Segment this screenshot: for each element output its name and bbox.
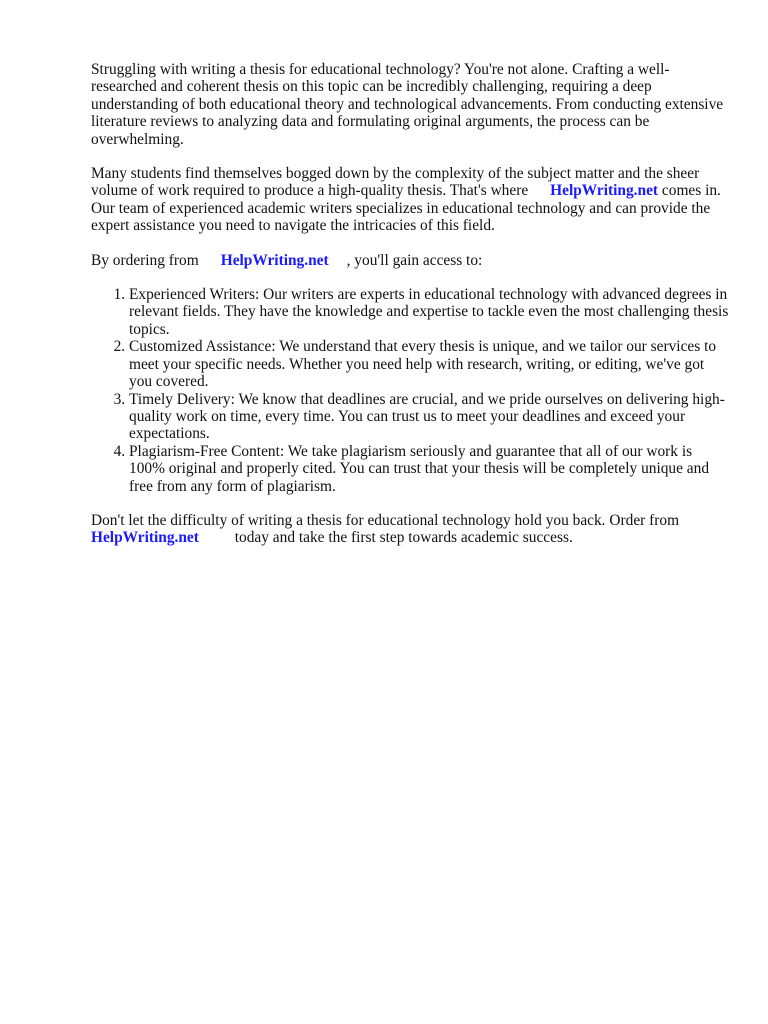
service-text-after: comes in. Our team of experienced academic writers specializes in educational technology and can provide the expert assistance you need to navigate the intricacies of this field. bbox=[91, 182, 721, 235]
service-text-before: Many students find themselves bogged down by the complexity of the subject matter and the sheer volume of work required to produce a high-quality thesis. That's where bbox=[91, 165, 700, 200]
helpwriting-link[interactable]: HelpWriting.net bbox=[91, 529, 199, 547]
list-item: 2. Customized Assistance: We understand that every thesis is unique, and we tailor our services to meet your specific needs. Whether you need help with research, writing, or editing, we've got you covered. bbox=[129, 338, 731, 390]
helpwriting-link[interactable]: HelpWriting.net bbox=[220, 251, 329, 269]
benefits-list bbox=[91, 286, 731, 495]
closing-paragraph bbox=[91, 512, 731, 547]
ordering-paragraph bbox=[91, 252, 731, 269]
document-page bbox=[91, 61, 731, 564]
ordering-text-before: By ordering from bbox=[91, 251, 199, 269]
service-paragraph bbox=[91, 165, 731, 235]
list-item: 3. Timely Delivery: We know that deadlines are crucial, and we pride ourselves on delivering high-quality work on time, every time. You can trust us to meet your deadlines and exceed your expectations. bbox=[129, 391, 731, 443]
ordering-text-after: , you'll gain access to: bbox=[346, 251, 483, 269]
intro-paragraph: Struggling with writing a thesis for educational technology? You're not alone. Crafting a well-researched and coherent thesis on this topic can be incredibly challenging, requiring a deep understanding of both educational theory and technological advancements. From conducting extensive literature reviews to analyzing data and formulating original arguments, the process can be overwhelming. bbox=[91, 61, 724, 148]
helpwriting-link[interactable]: HelpWriting.net bbox=[550, 182, 659, 200]
list-item: 4. Plagiarism-Free Content: We take plagiarism seriously and guarantee that all of our work is 100% original and properly cited. You can trust that your thesis will be completely unique and free from any form of plagiarism. bbox=[129, 443, 731, 495]
list-item: 1. Experienced Writers: Our writers are experts in educational technology with advanced degrees in relevant fields. They have the knowledge and expertise to tackle even the most challenging thesis topics. bbox=[129, 286, 731, 338]
closing-text-before: Don't let the difficulty of writing a thesis for educational technology hold you back. Order from bbox=[91, 511, 680, 529]
closing-text-after: today and take the first step towards academic success. bbox=[234, 529, 573, 547]
